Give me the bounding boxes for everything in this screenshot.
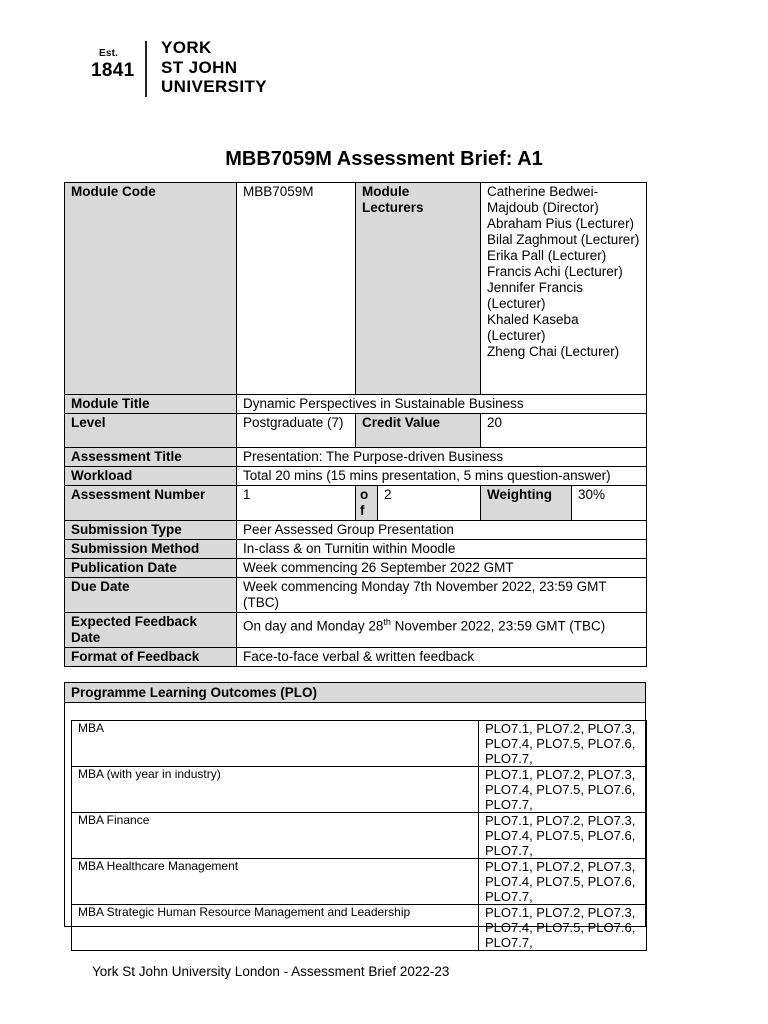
credit-value: 20 (481, 414, 647, 448)
programme-name: MBA Healthcare Management (72, 859, 479, 905)
module-lecturers-value: Catherine Bedwei-Majdoub (Director) Abraham Pius (Lecturer) Bilal Zaghmout (Lecturer) Erika Pall (Lecturer) Francis Achi (Lecturer) Jennifer Francis (Lecturer) Khaled Kaseba (Lecturer) Zheng Chai (Lecturer) (481, 183, 647, 395)
feedback-format-label: Format of Feedback (65, 648, 237, 667)
plo-table (71, 720, 647, 951)
level-value: Postgraduate (7) (237, 414, 356, 448)
page-footer: York St John University London - Assessment Brief 2022-23 (92, 964, 450, 979)
level-label: Level (65, 414, 237, 448)
feedback-date-label: Expected Feedback Date (65, 613, 237, 648)
programme-outcomes: PLO7.1, PLO7.2, PLO7.3, PLO7.4, PLO7.5, PLO7.6, PLO7.7, (479, 721, 647, 767)
feedback-format-value: Face-to-face verbal & written feedback (237, 648, 647, 667)
logo-divider (145, 41, 147, 97)
programme-name: MBA (72, 721, 479, 767)
assessment-number-value: 1 (237, 486, 356, 521)
publication-date-label: Publication Date (65, 559, 237, 578)
plo-row (72, 813, 647, 859)
plo-row (72, 859, 647, 905)
programme-name: MBA Strategic Human Resource Management and Leadership (72, 905, 479, 951)
module-title-label: Module Title (65, 395, 237, 414)
programme-outcomes: PLO7.1, PLO7.2, PLO7.3, PLO7.4, PLO7.5, PLO7.6, PLO7.7, (479, 767, 647, 813)
module-code-label: Module Code (65, 183, 237, 395)
due-date-label: Due Date (65, 578, 237, 613)
module-lecturers-label: Module Lecturers (356, 183, 481, 395)
assessment-total-value: 2 (378, 486, 481, 521)
submission-method-value: In-class & on Turnitin within Moodle (237, 540, 647, 559)
plo-row (72, 905, 647, 951)
programme-name: MBA Finance (72, 813, 479, 859)
programme-outcomes: PLO7.1, PLO7.2, PLO7.3, PLO7.4, PLO7.5, PLO7.6, PLO7.7, (479, 813, 647, 859)
weighting-value: 30% (572, 486, 647, 521)
plo-section (64, 682, 646, 950)
module-title-value: Dynamic Perspectives in Sustainable Business (237, 395, 647, 414)
plo-header: Programme Learning Outcomes (PLO) (65, 683, 645, 703)
publication-date-value: Week commencing 26 September 2022 GMT (237, 559, 647, 578)
workload-value: Total 20 mins (15 mins presentation, 5 mins question-answer) (237, 467, 647, 486)
programme-outcomes: PLO7.1, PLO7.2, PLO7.3, PLO7.4, PLO7.5, PLO7.6, PLO7.7, (479, 859, 647, 905)
assessment-title-label: Assessment Title (65, 448, 237, 467)
logo-est: Est. (99, 48, 119, 59)
logo-year: 1841 (91, 60, 135, 81)
programme-outcomes: PLO7.1, PLO7.2, PLO7.3, PLO7.4, PLO7.5, PLO7.6, PLO7.7, (479, 905, 647, 951)
feedback-date-value: On day and Monday 28th November 2022, 23:59 GMT (TBC) (237, 613, 647, 648)
submission-type-value: Peer Assessed Group Presentation (237, 521, 647, 540)
submission-type-label: Submission Type (65, 521, 237, 540)
plo-row (72, 767, 647, 813)
document-title: MBB7059M Assessment Brief: A1 (225, 148, 543, 170)
submission-method-label: Submission Method (65, 540, 237, 559)
programme-name: MBA (with year in industry) (72, 767, 479, 813)
logo-name: YORK ST JOHN UNIVERSITY (161, 38, 268, 96)
plo-row (72, 721, 647, 767)
workload-label: Workload (65, 467, 237, 486)
assessment-number-label: Assessment Number (65, 486, 237, 521)
credit-value-label: Credit Value (356, 414, 481, 448)
module-info-table (64, 182, 647, 667)
assessment-title-value: Presentation: The Purpose-driven Business (237, 448, 647, 467)
due-date-value: Week commencing Monday 7th November 2022, 23:59 GMT (TBC) (237, 578, 647, 613)
of-label: of (356, 486, 378, 521)
module-code-value: MBB7059M (237, 183, 356, 395)
weighting-label: Weighting (481, 486, 572, 521)
